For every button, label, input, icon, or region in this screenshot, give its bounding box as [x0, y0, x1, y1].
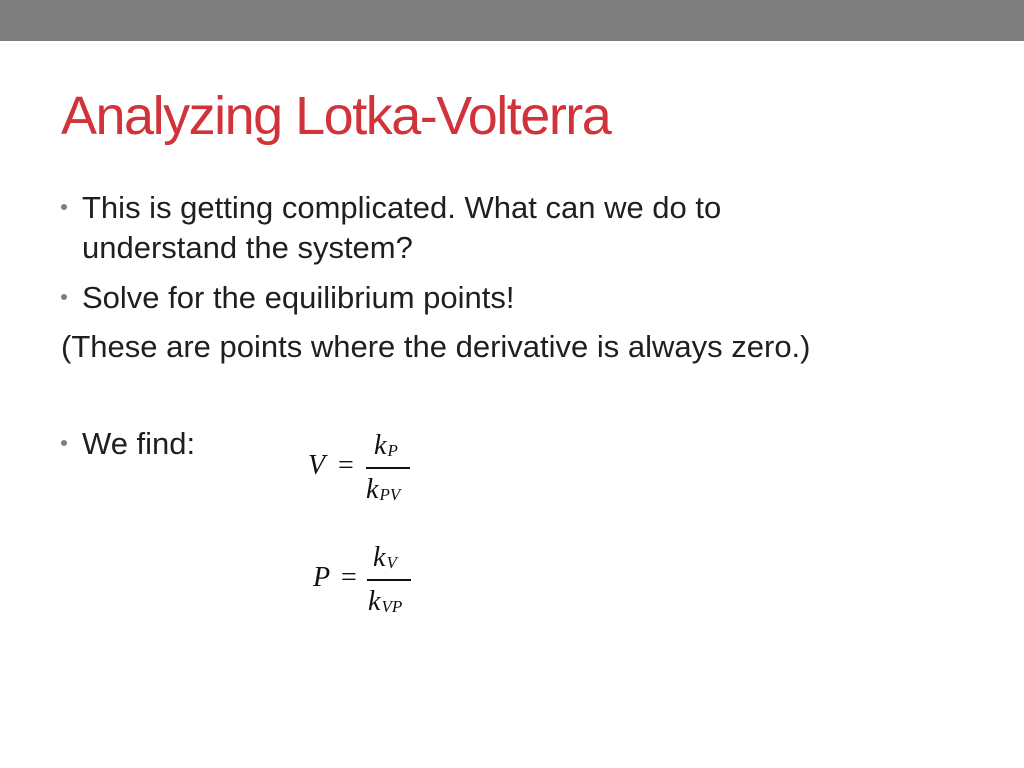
denominator-subscript: VP [381, 597, 403, 616]
bullet-1-line-2: understand the system? [82, 230, 413, 265]
fraction-bar [367, 579, 411, 581]
note-text: (These are points where the derivative is always zero.) [61, 329, 811, 364]
top-banner-bar [0, 0, 1024, 41]
equation-lhs: P [313, 562, 331, 593]
equation-p [313, 540, 423, 630]
bullet-3: We find: [82, 426, 196, 461]
denominator-variable: k [368, 586, 381, 617]
bullet-2: Solve for the equilibrium points! [82, 280, 515, 315]
denominator-subscript: PV [379, 485, 401, 504]
equation-lhs: V [308, 450, 326, 481]
numerator-subscript: P [387, 441, 398, 460]
bullet-dot [61, 204, 67, 210]
equation-v [308, 428, 418, 518]
equation-numerator [374, 430, 398, 462]
denominator-variable: k [366, 474, 379, 505]
slide-title: Analyzing Lotka-Volterra [61, 86, 611, 146]
equation-numerator [373, 542, 397, 574]
fraction-bar [366, 467, 410, 469]
bullet-dot [61, 294, 67, 300]
equation-denominator [368, 586, 402, 618]
equals-sign: = [341, 562, 357, 593]
numerator-variable: k [373, 542, 386, 573]
equals-sign: = [338, 450, 354, 481]
numerator-subscript: V [386, 553, 397, 572]
equation-denominator [366, 474, 400, 506]
bullet-dot [61, 440, 67, 446]
numerator-variable: k [374, 430, 387, 461]
bullet-1-line-1: This is getting complicated. What can we do to [82, 190, 722, 225]
